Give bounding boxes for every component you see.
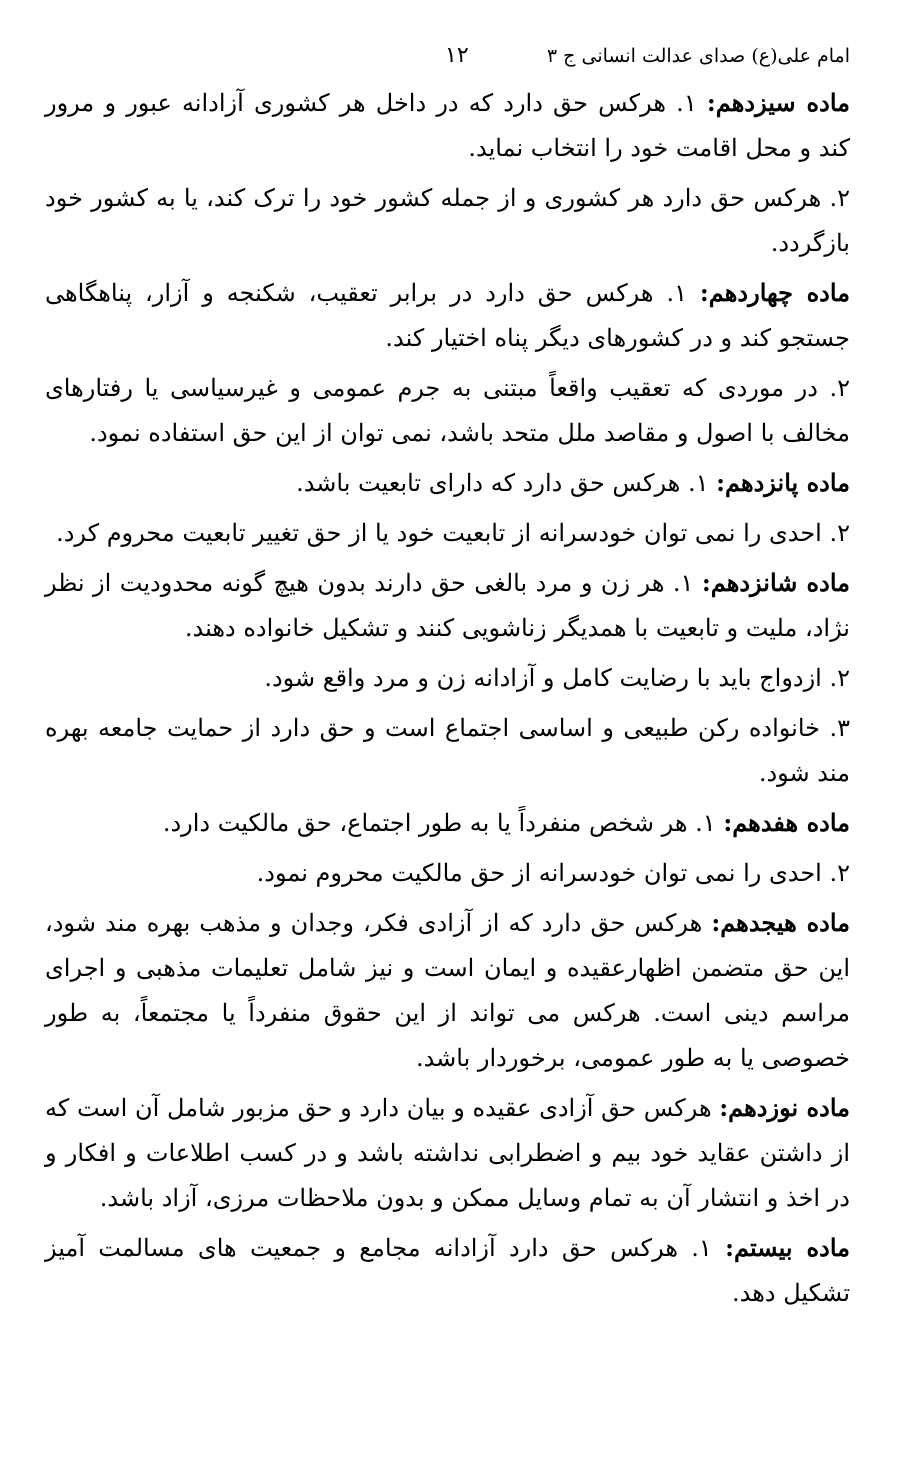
article-heading: ماده بیستم:: [725, 1233, 850, 1262]
article-text: ۱. هر شخص منفرداً یا به طور اجتماع، حق مالکیت دارد.: [162, 809, 724, 837]
paragraph-article-16-1: [45, 560, 850, 651]
article-heading: ماده نوزدهم:: [719, 1093, 850, 1122]
paragraph-article-16-3: [45, 705, 850, 796]
article-text: ۲. در موردی که تعقیب واقعاً مبتنی به جرم عمومی و غیرسیاسی یا رفتارهای مخالف با اصول و مقاصد ملل متحد باشد، نمی توان از این حق استفاده نمود.: [45, 374, 850, 447]
paragraph-article-13-2: [45, 175, 850, 266]
paragraph-article-14-1: [45, 270, 850, 361]
article-text: ۱. هرکس حق دارد آزادانه مجامع و جمعیت های مسالمت آمیز تشکیل دهد.: [45, 1234, 850, 1307]
article-text: ۲. احدی را نمی توان خودسرانه از تابعیت خود یا از حق تغییر تابعیت محروم کرد.: [56, 519, 850, 547]
article-text: ۲. هرکس حق دارد هر کشوری و از جمله کشور خود را ترک کند، یا به کشور خود بازگردد.: [45, 184, 850, 257]
paragraph-article-17-1: [45, 800, 850, 846]
article-text: ۲. احدی را نمی توان خودسرانه از حق مالکیت محروم نمود.: [256, 859, 850, 887]
paragraph-article-20-1: [45, 1225, 850, 1316]
body-text: [45, 80, 850, 1320]
article-text: هرکس حق دارد که از آزادی فکر، وجدان و مذهب بهره مند شود، این حق متضمن اظهارعقیده و ایمان است و نیز شامل تعلیمات مذهبی و اجرای مراسم دینی است. هرکس می تواند از این حقوق منفرداً یا مجتمعاً، به طور خصوصی یا به طور عمومی، برخوردار باشد.: [45, 909, 850, 1072]
article-text: ۱. هرکس حق دارد در برابر تعقیب، شکنجه و آزار، پناهگاهی جستجو کند و در کشورهای دیگر پناه اختیار کند.: [45, 279, 850, 352]
page-number: ۱۲: [445, 43, 469, 68]
article-text: ۲. ازدواج باید با رضایت کامل و آزادانه زن و مرد واقع شود.: [264, 664, 850, 692]
article-text: ۳. خانواده رکن طبیعی و اساسی اجتماع است و حق دارد از حمایت جامعه بهره مند شود.: [45, 714, 850, 787]
paragraph-article-16-2: [45, 655, 850, 701]
page-header: [50, 40, 850, 76]
running-title: امام علی(ع) صدای عدالت انسانی ج ۳: [546, 45, 850, 67]
article-heading: ماده سیزدهم:: [706, 88, 850, 117]
paragraph-article-15-2: [45, 510, 850, 556]
article-text: هرکس حق آزادی عقیده و بیان دارد و حق مزبور شامل آن است که از داشتن عقاید خود بیم و اضطرابی نداشته باشد و در کسب اطلاعات و افکار و در اخذ و انتشار آن به تمام وسایل ممکن و بدون ملاحظات مرزی، آزاد باشد.: [45, 1094, 850, 1212]
article-text: ۱. هرکس حق دارد که در داخل هر کشوری آزادانه عبور و مرور کند و محل اقامت خود را انتخاب نماید.: [45, 89, 850, 162]
article-text: ۱. هر زن و مرد بالغی حق دارند بدون هیچ گونه محدودیت از نظر نژاد، ملیت و تابعیت با همدیگر زناشویی کنند و تشکیل خانواده دهند.: [45, 569, 850, 642]
article-heading: ماده چهاردهم:: [699, 278, 850, 307]
article-heading: ماده هیجدهم:: [711, 908, 850, 937]
article-heading: ماده هفدهم:: [723, 808, 850, 837]
paragraph-article-14-2: [45, 365, 850, 456]
paragraph-article-17-2: [45, 850, 850, 896]
paragraph-article-18: [45, 900, 850, 1081]
article-heading: ماده پانزدهم:: [716, 468, 850, 497]
paragraph-article-13-1: [45, 80, 850, 171]
paragraph-article-19: [45, 1085, 850, 1221]
article-heading: ماده شانزدهم:: [701, 568, 850, 597]
paragraph-article-15-1: [45, 460, 850, 506]
article-text: ۱. هرکس حق دارد که دارای تابعیت باشد.: [296, 469, 717, 497]
